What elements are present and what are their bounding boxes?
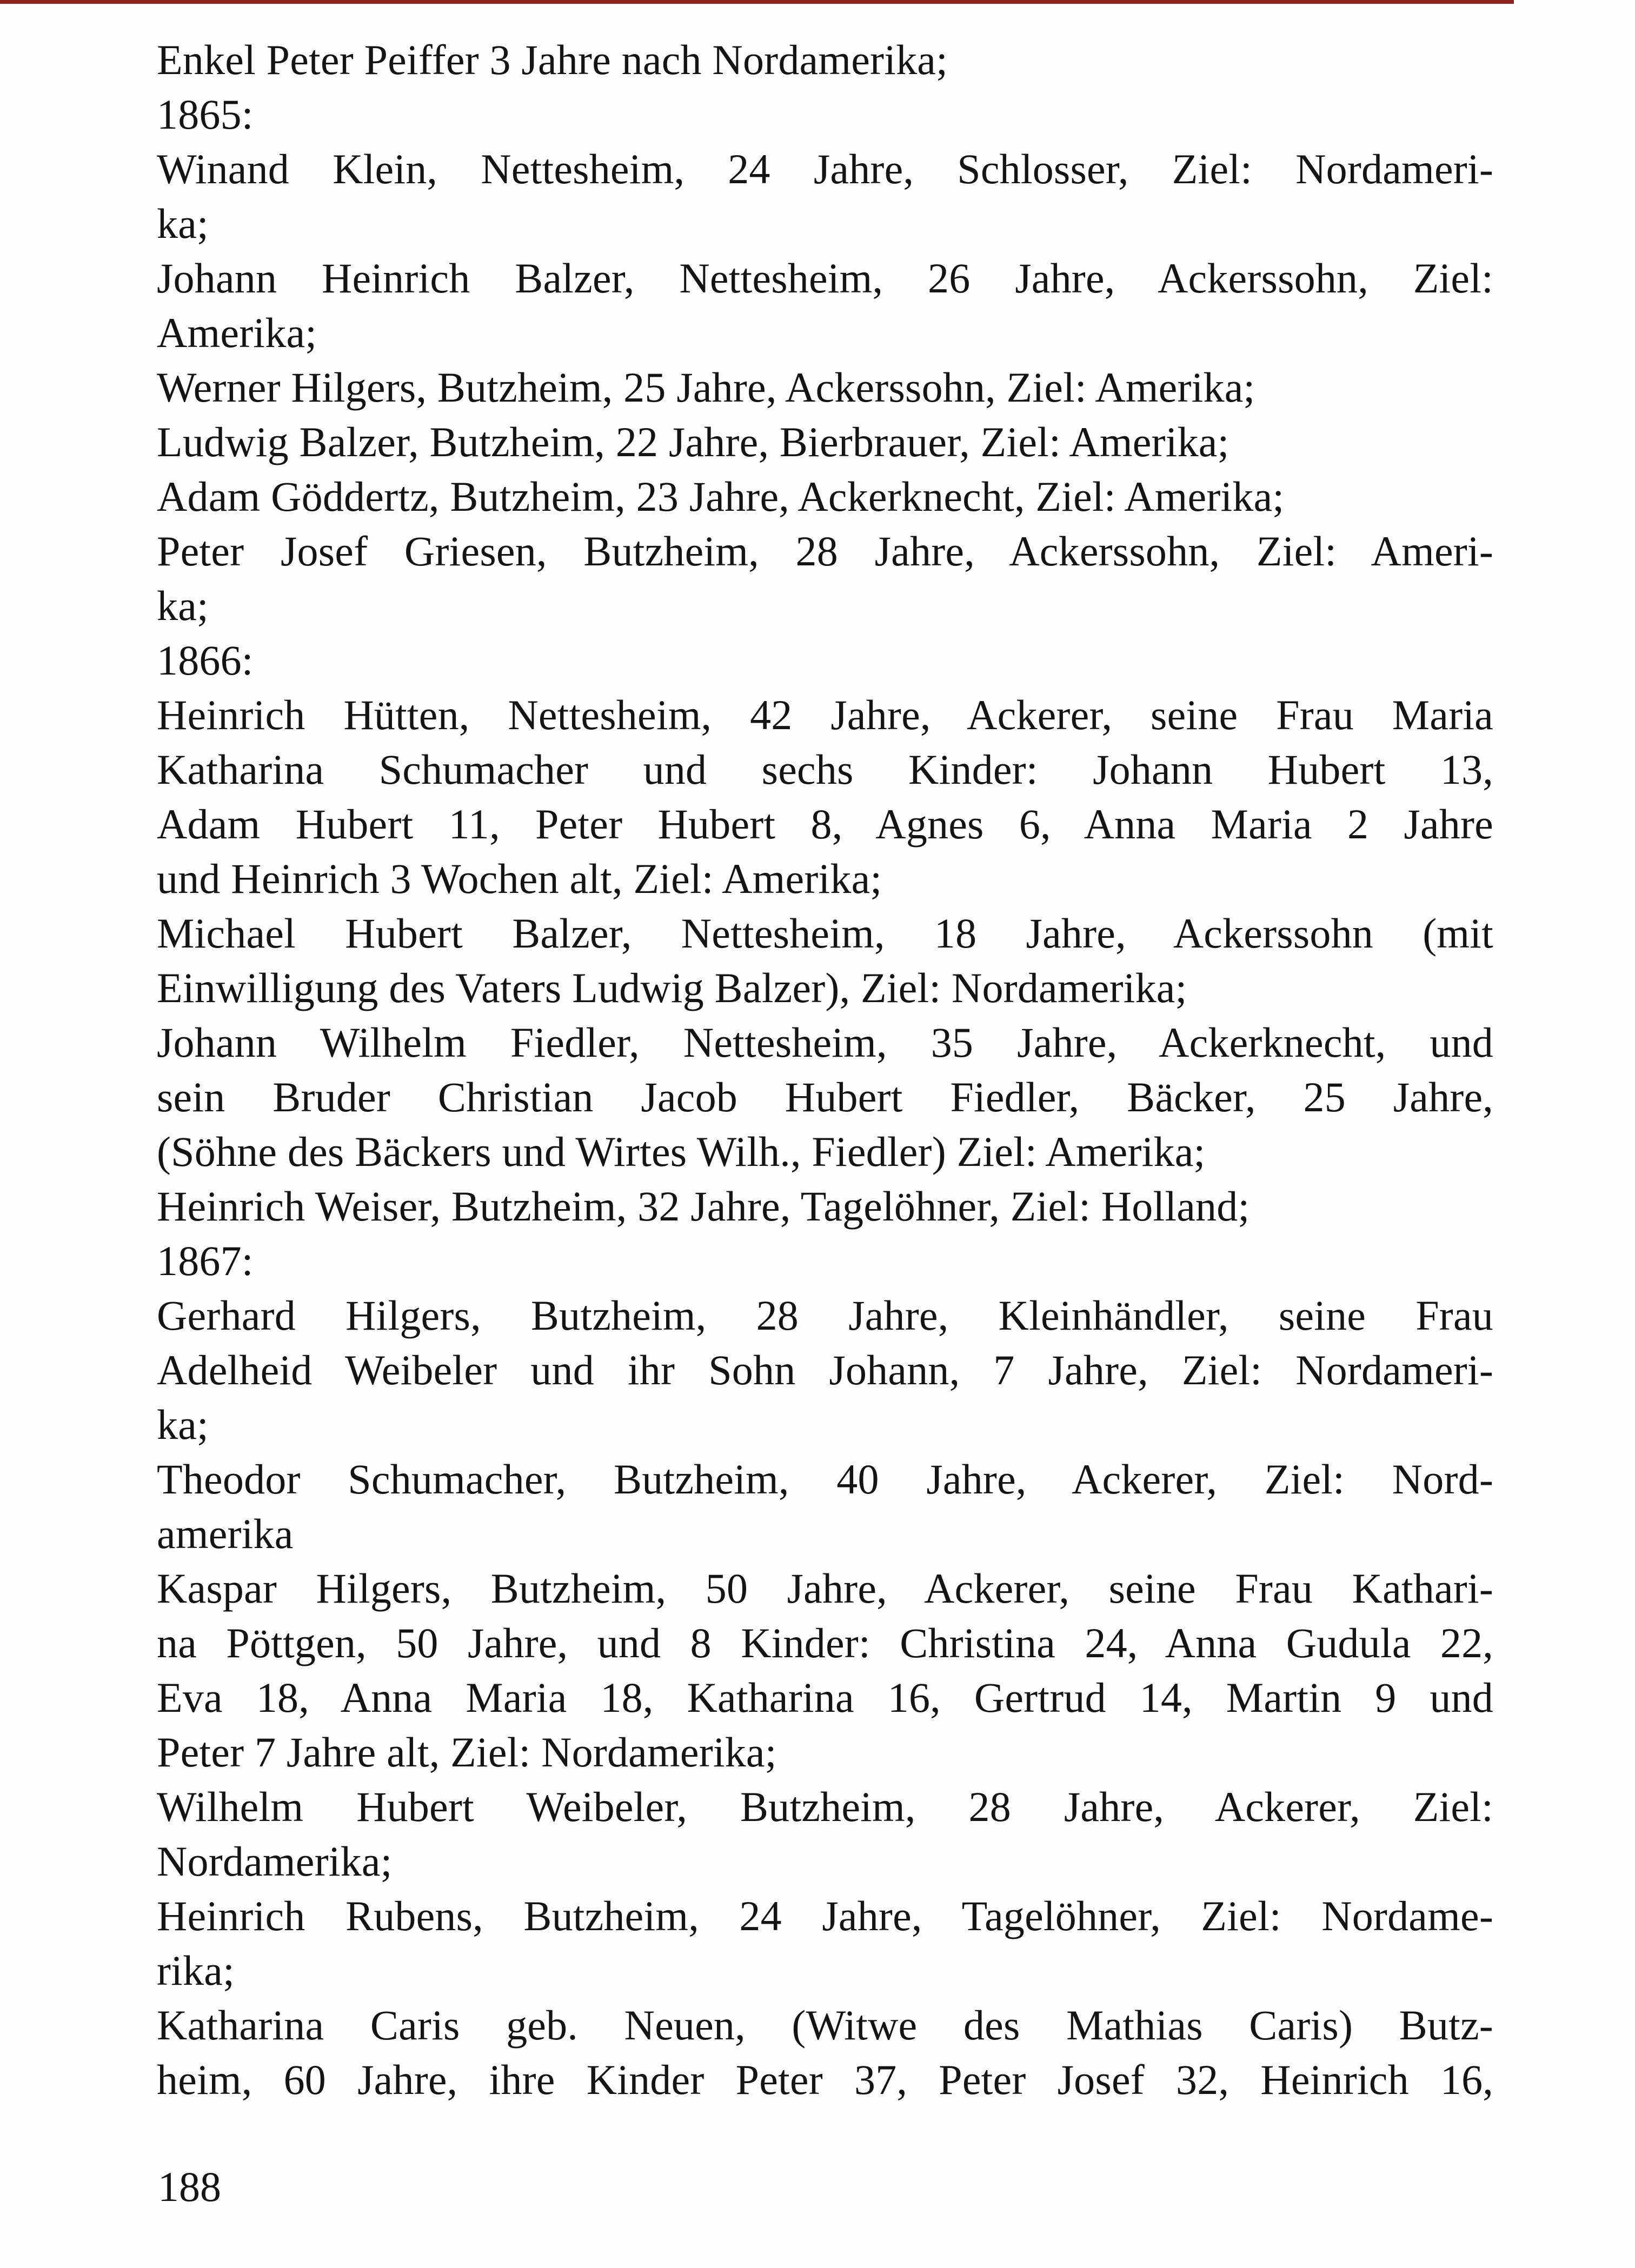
text-line: Amerika;: [157, 309, 317, 356]
text-line: Peter 7 Jahre alt, Ziel: Nordamerika;: [157, 1729, 777, 1776]
text-line: rika;: [157, 1947, 235, 1994]
text-block: [157, 32, 1493, 2107]
text-line: Michael Hubert Balzer, Nettesheim, 18 Jahre, Ackerssohn (mit: [157, 910, 1493, 957]
text-line: heim, 60 Jahre, ihre Kinder Peter 37, Peter Josef 32, Heinrich 16,: [157, 2056, 1493, 2103]
text-line: Werner Hilgers, Butzheim, 25 Jahre, Ackerssohn, Ziel: Amerika;: [157, 364, 1255, 411]
text-line: Wilhelm Hubert Weibeler, Butzheim, 28 Jahre, Ackerer, Ziel:: [157, 1783, 1493, 1830]
text-line: Heinrich Rubens, Butzheim, 24 Jahre, Tagelöhner, Ziel: Nordame-: [157, 1892, 1493, 1939]
text-line: Gerhard Hilgers, Butzheim, 28 Jahre, Kleinhändler, seine Frau: [157, 1292, 1493, 1339]
text-line: na Pöttgen, 50 Jahre, und 8 Kinder: Christina 24, Anna Gudula 22,: [157, 1619, 1493, 1666]
text-line: Johann Wilhelm Fiedler, Nettesheim, 35 Jahre, Ackerknecht, und: [157, 1019, 1493, 1066]
text-line: sein Bruder Christian Jacob Hubert Fiedler, Bäcker, 25 Jahre,: [157, 1073, 1493, 1120]
text-line: Winand Klein, Nettesheim, 24 Jahre, Schlosser, Ziel: Nordameri-: [157, 145, 1493, 192]
text-line: Adam Hubert 11, Peter Hubert 8, Agnes 6, Anna Maria 2 Jahre: [157, 801, 1493, 848]
text-line: Kaspar Hilgers, Butzheim, 50 Jahre, Ackerer, seine Frau Kathari-: [157, 1565, 1493, 1612]
text-line: Heinrich Hütten, Nettesheim, 42 Jahre, Ackerer, seine Frau Maria: [157, 691, 1493, 738]
text-line: Peter Josef Griesen, Butzheim, 28 Jahre, Ackerssohn, Ziel: Ameri-: [157, 528, 1493, 575]
page-number: 188: [158, 2163, 221, 2210]
text-line: und Heinrich 3 Wochen alt, Ziel: Amerika;: [157, 855, 882, 902]
text-line: Ludwig Balzer, Butzheim, 22 Jahre, Bierbrauer, Ziel: Amerika;: [157, 418, 1229, 465]
text-line: Johann Heinrich Balzer, Nettesheim, 26 Jahre, Ackerssohn, Ziel:: [157, 255, 1493, 302]
text-line: amerika: [157, 1510, 294, 1557]
text-line: Theodor Schumacher, Butzheim, 40 Jahre, Ackerer, Ziel: Nord-: [157, 1456, 1493, 1503]
text-line: Katharina Schumacher und sechs Kinder: Johann Hubert 13,: [157, 746, 1493, 793]
text-line: Katharina Caris geb. Neuen, (Witwe des Mathias Caris) Butz-: [157, 2002, 1493, 2049]
text-line: Heinrich Weiser, Butzheim, 32 Jahre, Tagelöhner, Ziel: Holland;: [157, 1183, 1250, 1230]
text-line: Adelheid Weibeler und ihr Sohn Johann, 7 Jahre, Ziel: Nordameri-: [157, 1346, 1493, 1393]
text-line: Adam Göddertz, Butzheim, 23 Jahre, Ackerknecht, Ziel: Amerika;: [157, 473, 1285, 520]
text-line: 1867:: [157, 1237, 254, 1284]
text-line: Nordamerika;: [157, 1838, 393, 1885]
text-line: 1866:: [157, 637, 254, 684]
text-line: Enkel Peter Peiffer 3 Jahre nach Nordamerika;: [157, 36, 948, 83]
text-line: (Söhne des Bäckers und Wirtes Wilh., Fiedler) Ziel: Amerika;: [157, 1128, 1206, 1175]
text-line: 1865:: [157, 91, 254, 138]
text-line: ka;: [157, 582, 209, 629]
text-line: Eva 18, Anna Maria 18, Katharina 16, Gertrud 14, Martin 9 und: [157, 1674, 1493, 1721]
text-line: ka;: [157, 200, 209, 247]
text-line: ka;: [157, 1401, 209, 1448]
scan-artifact-line: [0, 0, 1514, 4]
text-line: Einwilligung des Vaters Ludwig Balzer), Ziel: Nordamerika;: [157, 964, 1187, 1011]
